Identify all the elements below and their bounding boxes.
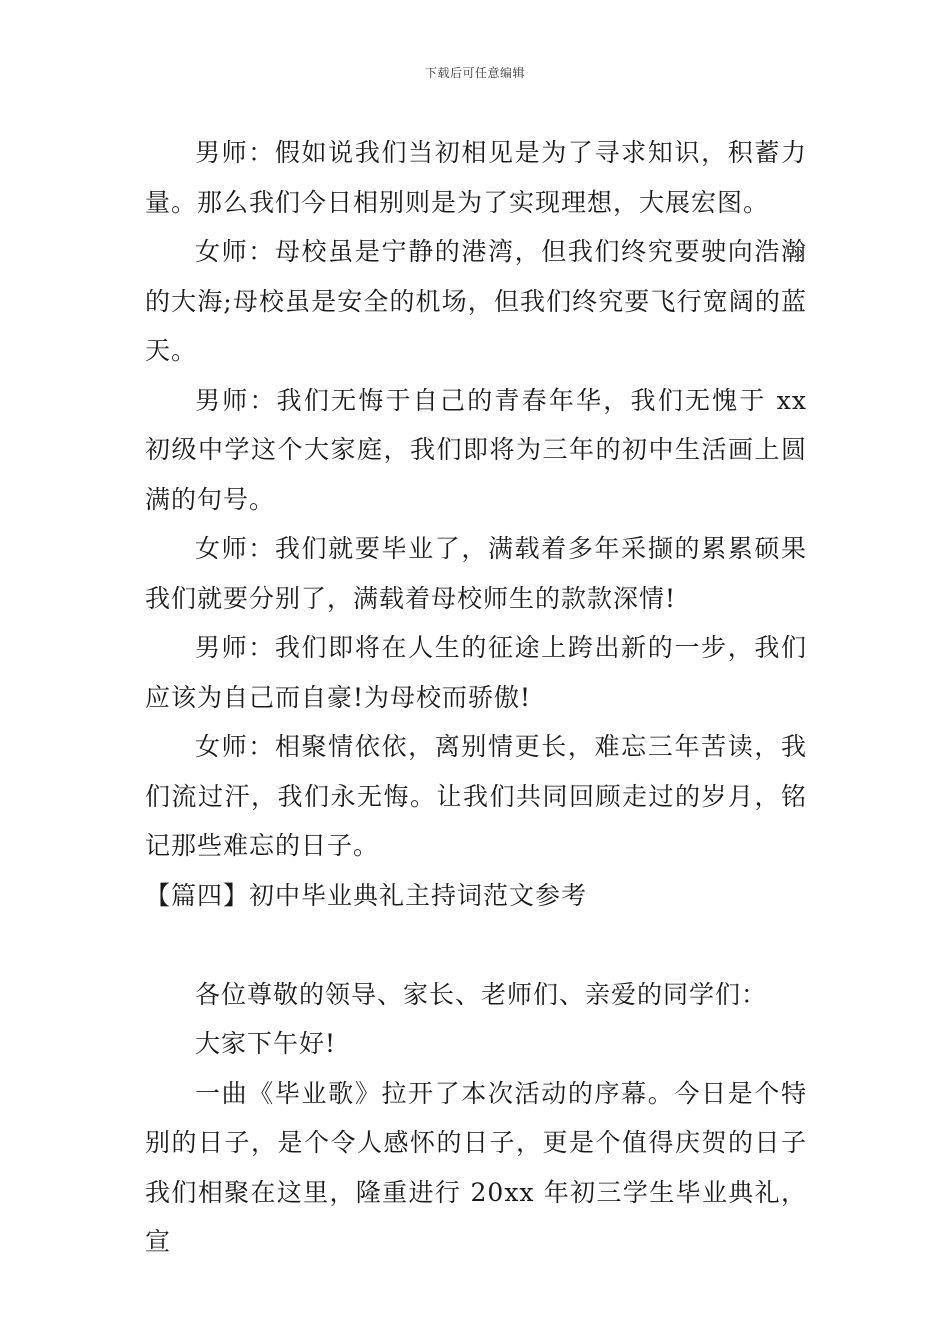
body-paragraph: 一曲《毕业歌》拉开了本次活动的序幕。今日是个特别的日子，是个令人感怀的日子，更是个值得庆贺的日子我们相聚在这里，隆重进行 20xx 年初三学生毕业典礼，宣 (145, 1078, 807, 1256)
blank-line (145, 920, 807, 970)
dialogue-paragraph: 女师：我们就要毕业了，满载着多年采撷的累累硕果我们就要分别了，满载着母校师生的款款深情! (145, 534, 807, 613)
dialogue-paragraph: 男师：假如说我们当初相见是为了寻求知识，积蓄力量。那么我们今日相别则是为了实现理想，大展宏图。 (145, 138, 807, 217)
page-header: 下载后可任意编辑 (424, 66, 525, 80)
document-body (145, 128, 807, 1267)
dialogue-paragraph: 男师：我们无悔于自己的青春年华，我们无愧于 xx 初级中学这个大家庭，我们即将为三年的初中生活画上圆满的句号。 (145, 385, 807, 514)
body-paragraph: 大家下午好! (195, 1029, 337, 1058)
dialogue-paragraph: 女师：母校虽是宁静的港湾，但我们终究要驶向浩瀚的大海;母校虽是安全的机场，但我们终究要飞行宽阔的蓝天。 (145, 237, 807, 365)
dialogue-paragraph: 男师：我们即将在人生的征途上跨出新的一步，我们应该为自己而自豪!为母校而骄傲! (145, 633, 807, 712)
dialogue-paragraph: 女师：相聚情依依，离别情更长，难忘三年苦读，我们流过汗，我们永无悔。让我们共同回顾走过的岁月，铭记那些难忘的日子。 (145, 732, 807, 860)
body-paragraph: 各位尊敬的领导、家长、老师们、亲爱的同学们： (195, 979, 768, 1009)
section-heading: 【篇四】初中毕业典礼主持词范文参考 (145, 880, 588, 910)
